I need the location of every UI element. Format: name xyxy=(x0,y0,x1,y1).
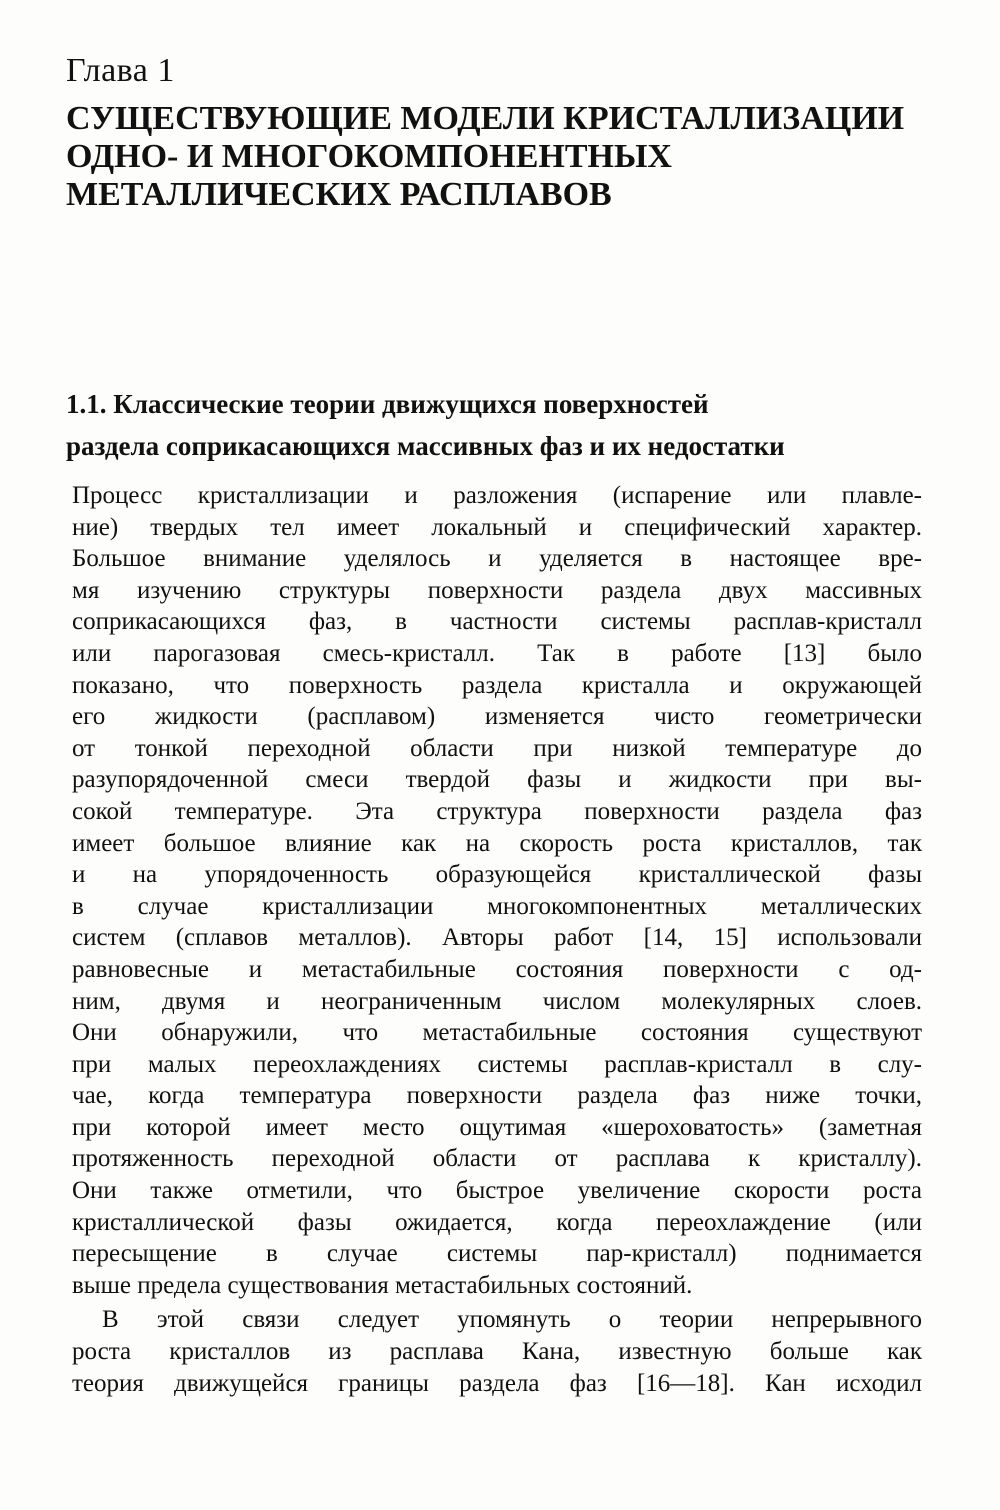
text-line: выше предела существования метастабильных состояний. xyxy=(72,1271,693,1299)
chapter-title xyxy=(66,100,926,214)
text-line: равновесные и метастабильные состояния поверхности с од- xyxy=(72,955,922,983)
text-line: В этой связи следует упомянуть о теории непрерывного xyxy=(102,1306,922,1334)
text-line: разупорядоченной смеси твердой фазы и жидкости при вы- xyxy=(72,766,922,794)
text-line: Они обнаружили, что метастабильные состояния существуют xyxy=(72,1019,922,1047)
text-line: показано, что поверхность раздела кристалла и окружающей xyxy=(72,671,922,699)
text-line: и на упорядоченность образующейся кристаллической фазы xyxy=(72,861,922,889)
text-line: протяженность переходной области от расплава к кристаллу). xyxy=(72,1145,922,1173)
text-line: при которой имеет место ощутимая «шероховатость» (заметная xyxy=(72,1113,922,1141)
chapter-title-line: СУЩЕСТВУЮЩИЕ МОДЕЛИ КРИСТАЛЛИЗАЦИИ xyxy=(66,100,905,137)
section-heading xyxy=(66,383,926,467)
text-line: чае, когда температура поверхности раздела фаз ниже точки, xyxy=(72,1082,922,1110)
section-heading-line: раздела соприкасающихся массивных фаз и их недостатки xyxy=(66,431,785,461)
chapter-label: Глава 1 xyxy=(66,52,175,89)
text-line: имеет большое влияние как на скорость роста кристаллов, так xyxy=(72,829,922,857)
text-line: при малых переохлаждениях системы расплав-кристалл в слу- xyxy=(72,1050,922,1078)
text-line: его жидкости (расплавом) изменяется чисто геометрически xyxy=(72,703,922,731)
text-line: сокой температуре. Эта структура поверхности раздела фаз xyxy=(72,797,922,825)
text-line: систем (сплавов металлов). Авторы работ [14, 15] использовали xyxy=(72,924,922,952)
text-line: соприкасающихся фаз, в частности системы расплав-кристалл xyxy=(72,608,922,636)
text-line: кристаллической фазы ожидается, когда переохлаждение (или xyxy=(72,1208,922,1236)
text-line: Процесс кристаллизации и разложения (испарение или плавле- xyxy=(72,482,922,509)
text-line: ним, двумя и неограниченным числом молекулярных слоев. xyxy=(72,987,922,1015)
text-line: Большое внимание уделялось и уделяется в настоящее вре- xyxy=(72,545,922,573)
text-line: теория движущейся границы раздела фаз [16—18]. Кан исходил xyxy=(72,1369,922,1397)
text-line: мя изучению структуры поверхности раздела двух массивных xyxy=(72,576,922,604)
text-line: от тонкой переходной области при низкой температуре до xyxy=(72,734,922,762)
chapter-title-line: МЕТАЛЛИЧЕСКИХ РАСПЛАВОВ xyxy=(66,176,612,213)
section-heading-line: 1.1. Классические теории движущихся поверхностей xyxy=(66,389,709,419)
text-line: Они также отметили, что быстрое увеличение скорости роста xyxy=(72,1177,922,1205)
text-line: или парогазовая смесь-кристалл. Так в работе [13] было xyxy=(72,639,922,667)
text-line: пересыщение в случае системы пар-кристалл) поднимается xyxy=(72,1240,922,1268)
text-line: в случае кристаллизации многокомпонентных металлических xyxy=(72,892,922,920)
chapter-title-line: ОДНО- И МНОГОКОМПОНЕНТНЫХ xyxy=(66,138,672,175)
text-line: роста кристаллов из расплава Кана, известную больше как xyxy=(72,1338,922,1366)
body-text xyxy=(72,480,922,1399)
text-line: ние) твердых тел имеет локальный и специфический характер. xyxy=(72,513,922,541)
